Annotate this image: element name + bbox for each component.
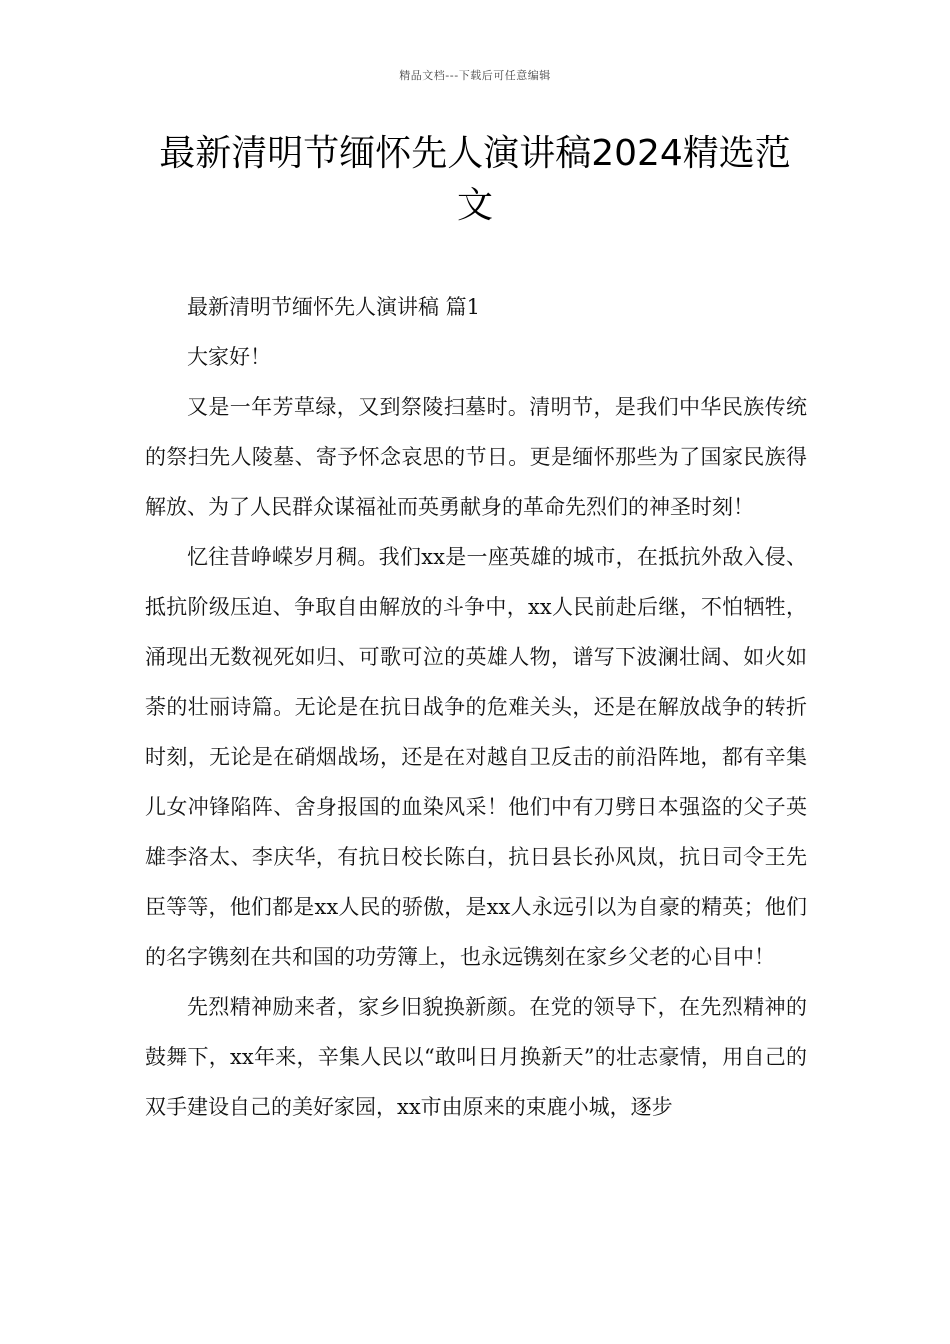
body-paragraph: 又是一年芳草绿，又到祭陵扫墓时。清明节，是我们中华民族传统的祭扫先人陵墓、寄予怀念哀思的节日。更是缅怀那些为了国家民族得解放、为了人民群众谋福祉而英勇献身的革命先烈们的神圣时刻！ xyxy=(145,395,807,519)
section-heading: 最新清明节缅怀先人演讲稿 篇1 xyxy=(187,295,481,319)
header-note: 精品文档---下载后可任意编辑 xyxy=(399,69,551,82)
body-paragraph: 先烈精神励来者，家乡旧貌换新颜。在党的领导下，在先烈精神的鼓舞下，xx年来，辛集人民以“敢叫日月换新天”的壮志豪情，用自己的双手建设自己的美好家园，xx市由原来的束鹿小城，逐步 xyxy=(145,995,807,1119)
document-body xyxy=(145,282,807,1132)
body-paragraph: 忆往昔峥嵘岁月稠。我们xx是一座英雄的城市，在抵抗外敌入侵、抵抗阶级压迫、争取自由解放的斗争中，xx人民前赴后继，不怕牺牲，涌现出无数视死如归、可歌可泣的英雄人物，谱写下波澜壮阔、如火如荼的壮丽诗篇。无论是在抗日战争的危难关头，还是在解放战争的转折时刻，无论是在硝烟战场，还是在对越自卫反击的前沿阵地，都有辛集儿女冲锋陷阵、舍身报国的血染风采！他们中有刀劈日本强盗的父子英雄李洛太、李庆华，有抗日校长陈白，抗日县长孙风岚，抗日司令王先臣等等，他们都是xx人民的骄傲，是xx人永远引以为自豪的精英；他们的名字镌刻在共和国的功劳簿上，也永远镌刻在家乡父老的心目中！ xyxy=(145,545,807,969)
document-title: 最新清明节缅怀先人演讲稿2024精选范文 xyxy=(159,133,791,226)
greeting-paragraph: 大家好！ xyxy=(187,345,271,369)
